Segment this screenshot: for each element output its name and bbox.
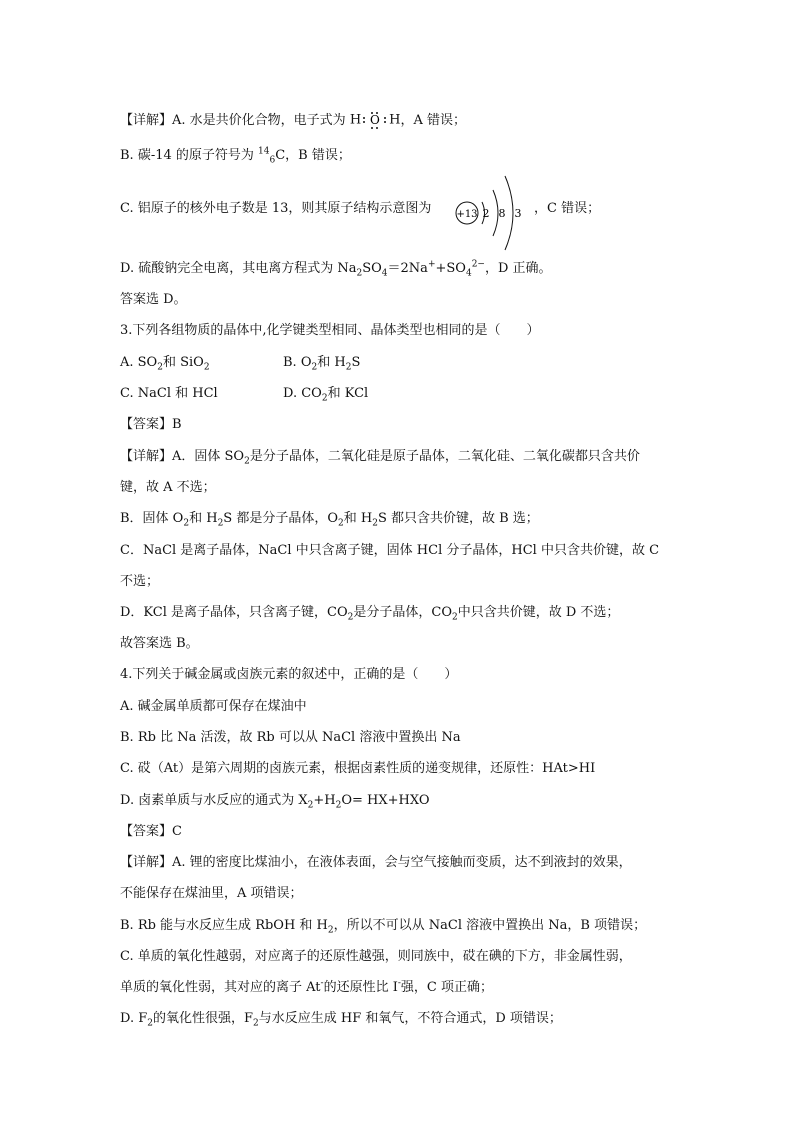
text: S 都是分子晶体，O bbox=[223, 511, 338, 526]
q4-option-d bbox=[120, 792, 430, 810]
text: 与水反应生成 HF 和氧气，不符合通式，D 项错误； bbox=[258, 1011, 562, 1026]
text: S 都只含共价键，故 B 选； bbox=[377, 511, 539, 526]
q3-option-c bbox=[120, 385, 218, 403]
shell-2-electrons: 8 bbox=[498, 207, 506, 220]
shell-1-electrons: 2 bbox=[482, 207, 490, 220]
text: C．NaCl 是离子晶体，NaCl 中只含离子键，固体 HCl 分子晶体，HCl 中只含共价键，故 C bbox=[120, 543, 660, 558]
q4-question bbox=[120, 666, 457, 684]
q4-detail-b bbox=[120, 917, 646, 935]
shell-3-electrons: 3 bbox=[514, 207, 522, 220]
text: B. Rb 比 Na 活泼，故 Rb 可以从 NaCl 溶液中置换出 Na bbox=[120, 730, 461, 745]
subscript: 2 bbox=[217, 518, 224, 529]
text: C. 铝原子的核外电子数是 13，则其原子结构示意图为 bbox=[120, 201, 432, 216]
text: ，A 错误； bbox=[400, 112, 467, 128]
text: 单质的氧化性弱，其对应的离子 At bbox=[120, 980, 321, 995]
text: D. 硫酸钠完全电离，其电离方程式为 Na bbox=[120, 261, 357, 276]
subscript: 2 bbox=[372, 518, 378, 529]
q4-option-a bbox=[120, 698, 307, 716]
text: O= HX+HXO bbox=[341, 793, 430, 808]
atomic-number: 6 bbox=[269, 155, 276, 166]
text: 和 SiO bbox=[162, 355, 204, 370]
text: A. 水是共价化合物，电子式为 bbox=[172, 112, 346, 128]
text: D. F bbox=[120, 1011, 148, 1026]
subscript: 2 bbox=[347, 612, 354, 623]
q4-detail-c1 bbox=[120, 948, 632, 966]
electron-dots-icon bbox=[361, 111, 389, 129]
text: 不能保存在煤油里，A 项错误； bbox=[120, 886, 303, 901]
text: 和 H bbox=[317, 355, 346, 370]
q2-answer bbox=[120, 291, 187, 309]
subscript: 2 bbox=[356, 268, 363, 279]
text: 故答案选 B。 bbox=[120, 636, 199, 651]
subscript: 2 bbox=[307, 800, 314, 811]
q3-detail-c2 bbox=[120, 573, 159, 591]
text: 的氧化性很强，F bbox=[152, 1011, 254, 1026]
q3-question bbox=[120, 322, 540, 340]
subscript: 2 bbox=[253, 1018, 259, 1029]
text: 不选； bbox=[120, 574, 160, 589]
text: ，D 正确。 bbox=[484, 261, 552, 276]
q3-option-b bbox=[283, 354, 360, 372]
subscript: 2 bbox=[244, 456, 250, 467]
q4-option-c bbox=[120, 760, 595, 778]
text: B. O bbox=[283, 355, 312, 370]
question-text: 3.下列各组物质的晶体中,化学键类型相同、晶体类型也相同的是（ ） bbox=[120, 323, 540, 338]
water-electron-formula bbox=[350, 111, 401, 130]
text: 中只含共价键，故 D 不选； bbox=[457, 605, 620, 620]
subscript: 2 bbox=[157, 362, 163, 373]
mass-number: 14 bbox=[258, 146, 270, 157]
text: S bbox=[351, 355, 361, 370]
text: A. 碱金属单质都可保存在煤油中 bbox=[120, 699, 307, 714]
q4-detail-c2 bbox=[120, 979, 493, 997]
q2-detail-d bbox=[120, 260, 552, 278]
subscript: 2 bbox=[203, 362, 210, 373]
subscript: 2 bbox=[147, 1018, 153, 1029]
text: ，所以不可以从 NaCl 溶液中置换出 Na，B 项错误； bbox=[333, 918, 647, 933]
q2-detail-c bbox=[120, 200, 431, 218]
text: 键，故 A 不选； bbox=[120, 480, 216, 495]
text: B. 碳-14 的原子符号为 bbox=[120, 148, 259, 163]
superscript: + bbox=[427, 259, 436, 270]
answer-text: 答案选 D。 bbox=[120, 292, 187, 307]
text: C. 单质的氧化性越弱，对应离子的还原性越强，则同族中，砹在碘的下方，非金属性弱， bbox=[120, 949, 632, 964]
aluminum-atom-structure-diagram bbox=[455, 172, 531, 254]
q2-detail-a bbox=[120, 111, 466, 130]
q3-detail-a2 bbox=[120, 479, 216, 497]
text: 的还原性比 I bbox=[323, 980, 398, 995]
text: 和 H bbox=[189, 511, 218, 526]
q3-detail-a1 bbox=[120, 448, 640, 466]
text: D. 卤素单质与水反应的通式为 X bbox=[120, 793, 308, 808]
question-text: 4.下列关于碱金属或卤族元素的叙述中，正确的是（ ） bbox=[120, 667, 458, 682]
nucleus-label: +13 bbox=[456, 209, 478, 220]
subscript: 4 bbox=[465, 268, 472, 279]
h-atom: H bbox=[389, 112, 401, 128]
subscript: 2 bbox=[321, 393, 328, 404]
element-symbol: C bbox=[275, 148, 286, 163]
q4-option-b bbox=[120, 729, 461, 747]
text: ＝2Na bbox=[387, 261, 428, 276]
text: +H bbox=[313, 793, 336, 808]
subscript: 2 bbox=[311, 362, 318, 373]
subscript: 4 bbox=[381, 268, 388, 279]
o-atom: O bbox=[370, 113, 380, 127]
text: 和 KCl bbox=[327, 386, 369, 401]
subscript: 2 bbox=[183, 518, 190, 529]
text: 是分子晶体，二氧化硅是原子晶体，二氧化硅、二氧化碳都只含共价 bbox=[249, 449, 640, 464]
q3-detail-d bbox=[120, 604, 619, 622]
subscript: 2 bbox=[345, 362, 352, 373]
superscript: - bbox=[397, 978, 401, 989]
q2-detail-c-tail bbox=[534, 200, 600, 218]
text: SO bbox=[362, 261, 382, 276]
q4-answer bbox=[120, 823, 182, 841]
q4-detail-d bbox=[120, 1010, 562, 1028]
q3-answer bbox=[120, 416, 182, 434]
q3-option-a bbox=[120, 354, 210, 372]
text: D．KCl 是离子晶体，只含离子键，CO bbox=[120, 605, 348, 620]
answer-label: 【答案】C bbox=[120, 824, 182, 839]
text: ，B 错误； bbox=[285, 148, 351, 163]
text: +SO bbox=[435, 261, 466, 276]
text: C. 砹（At）是第六周期的卤族元素，根据卤素性质的递变规律，还原性：HAt>HI bbox=[120, 761, 596, 776]
detail-label: 【详解】 bbox=[120, 112, 173, 128]
text: 强，C 项正确； bbox=[400, 980, 493, 995]
text: 是分子晶体，CO bbox=[353, 605, 452, 620]
q2-detail-b bbox=[120, 147, 351, 165]
subscript: 2 bbox=[335, 800, 342, 811]
q3-detail-c1 bbox=[120, 542, 659, 560]
text: 【详解】A. 锂的密度比煤油小，在液体表面，会与空气接触而变质，达不到液封的效果， bbox=[120, 855, 632, 870]
text: 和 H bbox=[343, 511, 373, 526]
text: C. NaCl 和 HCl bbox=[120, 386, 218, 401]
q4-detail-a1 bbox=[120, 854, 632, 872]
subscript: 2 bbox=[451, 612, 458, 623]
q3-option-d bbox=[283, 385, 368, 403]
subscript: 2 bbox=[327, 925, 334, 936]
text: A. SO bbox=[120, 355, 158, 370]
text: 【详解】A．固体 SO bbox=[120, 449, 245, 464]
text: D. CO bbox=[283, 386, 322, 401]
answer-label: 【答案】B bbox=[120, 417, 182, 432]
q3-conclusion bbox=[120, 635, 199, 653]
h-atom: H bbox=[349, 112, 362, 128]
superscript: 2− bbox=[471, 259, 485, 270]
superscript: - bbox=[320, 978, 324, 989]
q3-detail-b bbox=[120, 510, 539, 528]
text: B．固体 O bbox=[120, 511, 184, 526]
text: ，C 错误； bbox=[534, 201, 601, 216]
q4-detail-a2 bbox=[120, 885, 303, 903]
subscript: 2 bbox=[338, 518, 344, 529]
text: B. Rb 能与水反应生成 RbOH 和 H bbox=[120, 918, 328, 933]
